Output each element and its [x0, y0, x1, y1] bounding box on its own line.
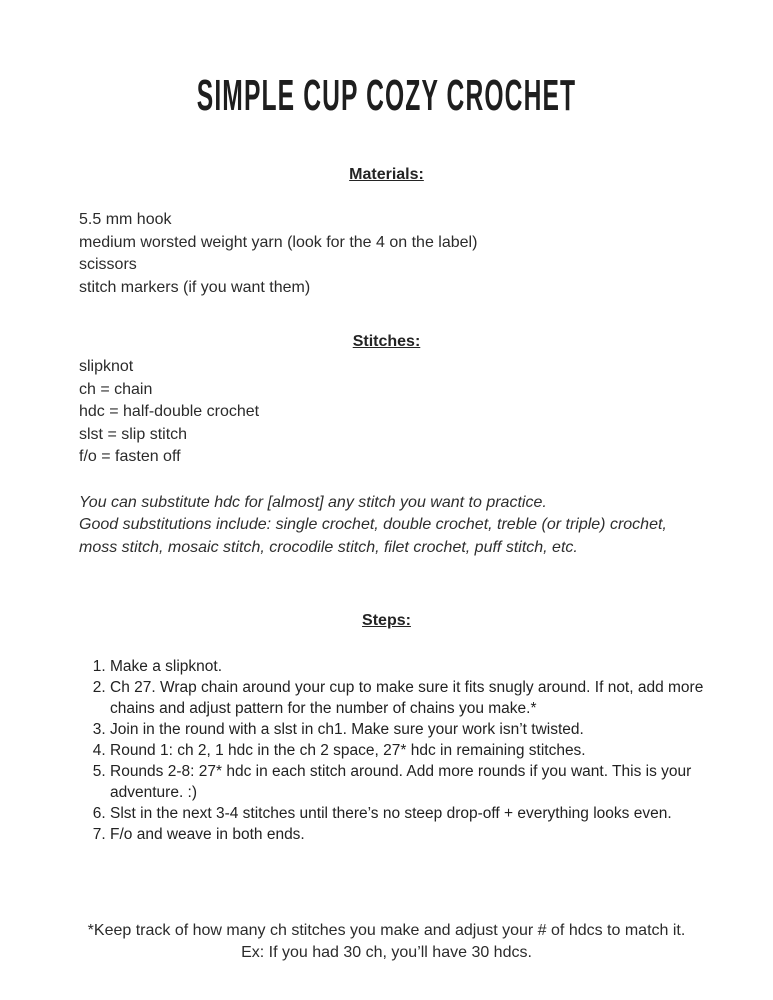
materials-item: stitch markers (if you want them): [79, 278, 311, 296]
note-paragraph: You can substitute hdc for [almost] any stitch you want to practice.: [79, 493, 547, 511]
document-title: SIMPLE CUP COZY CROCHET: [196, 71, 577, 120]
step-item: 5. Rounds 2-8: 27* hdc in each stitch around. Add more rounds if you want. This is your adventure. :): [110, 761, 720, 803]
materials-heading: Materials:: [349, 166, 424, 183]
stitches-list: [0, 356, 773, 469]
substitution-note: [79, 492, 699, 560]
step-item: 3. Join in the round with a slst in ch1. Make sure your work isn’t twisted.: [110, 719, 720, 740]
materials-list: [0, 209, 773, 299]
steps-heading: Steps:: [362, 612, 411, 629]
stitches-item: f/o = fasten off: [79, 448, 181, 465]
step-item: 2. Ch 27. Wrap chain around your cup to make sure it fits snugly around. If not, add more chains and adjust pattern for the number of chains you make.*: [110, 677, 720, 719]
footnote-line: *Keep track of how many ch stitches you make and adjust your # of hdcs to match it.: [87, 922, 686, 939]
stitches-item: slst = slip stitch: [79, 425, 188, 443]
stitches-heading: Stitches:: [352, 333, 421, 350]
materials-item: medium worsted weight yarn (look for the 4 on the label): [79, 233, 478, 251]
step-item: 6. Slst in the next 3-4 stitches until there’s no steep drop-off + everything looks even.: [110, 803, 720, 824]
footnote: [0, 920, 773, 964]
step-item: 4. Round 1: ch 2, 1 hdc in the ch 2 space, 27* hdc in remaining stitches.: [110, 740, 720, 761]
materials-item: 5.5 mm hook: [79, 211, 172, 228]
step-item: 7. F/o and weave in both ends.: [110, 824, 720, 845]
stitches-item: slipknot: [79, 358, 134, 375]
stitches-item: ch = chain: [79, 380, 153, 398]
note-paragraph: Good substitutions include: single crochet, double crochet, treble (or triple) crochet, moss stitch, mosaic stitch, crocodile stitch, filet crochet, puff stitch, etc.: [79, 516, 667, 556]
materials-item: scissors: [79, 256, 137, 273]
stitches-item: hdc = half-double crochet: [79, 403, 260, 420]
steps-list: [0, 656, 720, 845]
footnote-line: Ex: If you had 30 ch, you’ll have 30 hdcs.: [241, 944, 532, 961]
step-item: 1. Make a slipknot.: [110, 656, 720, 677]
